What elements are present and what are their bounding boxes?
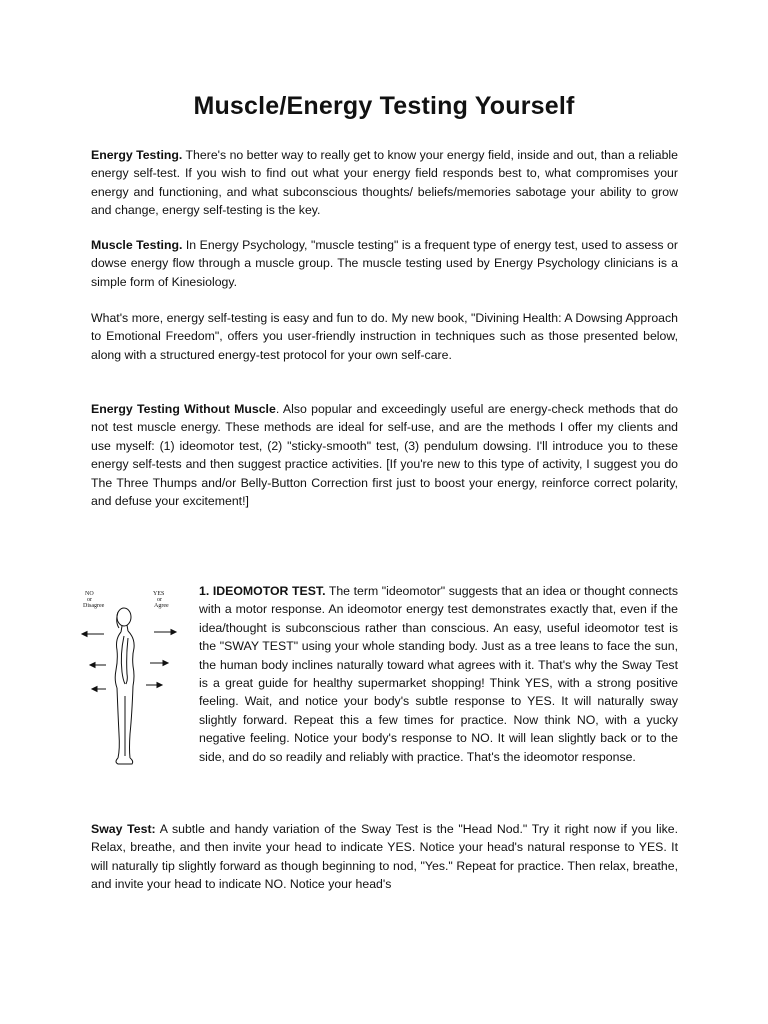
paragraph-lead: Sway Test: — [91, 822, 156, 836]
paragraph-sway-test — [91, 820, 678, 894]
paragraph-muscle-testing — [91, 236, 678, 291]
person-outline — [115, 608, 134, 764]
paragraph-energy-testing-without-muscle — [91, 400, 678, 510]
paragraph-lead: Energy Testing. — [91, 148, 183, 162]
paragraph-book-intro — [91, 309, 678, 364]
right-arrows — [146, 630, 176, 688]
figure-label-no-or: or — [87, 597, 92, 603]
figure-label-no: NO — [85, 591, 94, 597]
paragraph-text: There's no better way to really get to know your energy field, inside and out, than a reliable energy self-test. If you wish to find out what your energy field responds best to, what compromises your energy and functioning, and what subconscious thoughts/ beliefs/memories sabotage your ability to grow and change, energy self-testing is the key. — [91, 148, 678, 218]
paragraph-text: In Energy Psychology, "muscle testing" is a frequent type of energy test, used to assess or dowse energy flow through a muscle group. The muscle testing used by Energy Psychology clinicians is a simple form of Kinesiology. — [91, 238, 678, 289]
standing-person-illustration — [80, 584, 190, 774]
paragraph-text: The term "ideomotor" suggests that an idea or thought connects with a motor response. An ideomotor energy test demonstrates exactly that, even if the idea/thought is subconscious rather than conscious. An easy, useful ideomotor test is the "SWAY TEST" using your whole standing body. Just as a tree leans to face the sun, the human body inclines naturally toward what agrees with it. That's why the Sway Test is a great guide for healthy supermarket shopping! Think YES, with a strong positive feeling. Wait, and notice your body's subtle response to YES. It will naturally sway slightly forward. Repeat this a few times for practice. Now think NO, with a yucky negative feeling. Notice your body's response to NO. It will lean slightly back or to the side, and do so readily and reliably with practice. That's the ideomotor response. — [199, 584, 678, 764]
left-arrows — [82, 632, 106, 692]
paragraph-lead: Energy Testing Without Muscle — [91, 402, 276, 416]
figure-label-agree: Agree — [154, 603, 169, 609]
figure-label-yes-or: or — [157, 597, 162, 603]
paragraph-text: What's more, energy self-testing is easy and fun to do. My new book, "Divining Health: A Dowsing Approach to Emotional Freedom", offers you user-friendly instruction in techniques such as those presented below, along with a structured energy-test protocol for your own self-care. — [91, 311, 678, 362]
figure-label-yes: YES — [153, 591, 165, 597]
paragraph-lead: Muscle Testing. — [91, 238, 183, 252]
paragraph-text: . Also popular and exceedingly useful are energy-check methods that do not test muscle energy. These methods are ideal for self-use, and are the methods I offer my clients and use myself: (1) ideomotor test, (2) "sticky-smooth" test, (3) pendulum dowsing. I'll introduce you to these energy self-tests and then suggest practice activities. [If you're new to this type of activity, I suggest you do The Three Thumps and/or Belly-Button Correction first just to boost your energy, reinforce correct polarity, and defuse your excitement!] — [91, 402, 678, 509]
sway-test-figure — [80, 584, 190, 774]
page-title: Muscle/Energy Testing Yourself — [193, 92, 575, 120]
paragraph-lead: 1. IDEOMOTOR TEST. — [199, 584, 326, 598]
paragraph-energy-testing — [91, 146, 678, 220]
figure-label-disagree: Disagree — [83, 603, 105, 609]
paragraph-text: A subtle and handy variation of the Sway Test is the "Head Nod." Try it right now if you like. Relax, breathe, and then invite your head to indicate YES. Notice your head's natural response to YES. It will naturally tip slightly forward as though beginning to nod, "Yes." Repeat for practice. Then relax, breathe, and invite your head to indicate NO. Notice your head's — [91, 822, 678, 892]
